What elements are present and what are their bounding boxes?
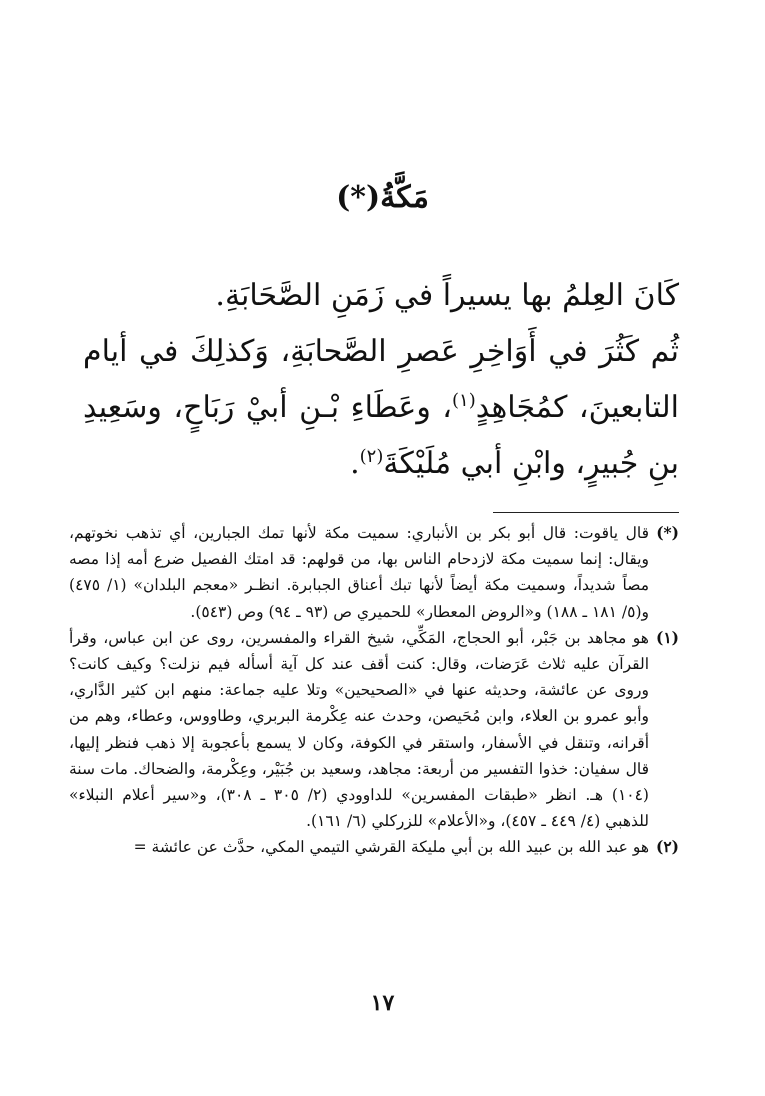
main-paragraph-2 (83, 324, 679, 492)
footnote-marker: (١) (655, 627, 679, 647)
footnote-2 (69, 834, 679, 860)
main-text (83, 268, 679, 492)
main-paragraph-2-end: . (350, 446, 360, 481)
page-title: مَكَّةُ(*) (336, 180, 429, 215)
footnote-text: هو مجاهد بن جَبْر، أبو الحجاج، المَكِّي، شيخ القراء والمفسرين، روى عن ابن عباس، وقرأ القرآن عليه ثلاث عَرَضات، وقال: كنت أقف عند كل آية أسأله فيم نزلت؟ وكيف كانت؟ وروى عن عائشة، وحديثه عنها في «الصحيحين» وتلا عليه جماعة: منهم ابن كثير الدَّاري، وأبو عمرو بن العلاء، وابن مُحَيصن، وحدث عنه عِكْرمة البربري، وطاووس، وعطاء، وهم من أقرانه، وتنقل في الأسفار، واستقر في الكوفة، وكان لا يسمع بأعجوبة إلا ذهب فنظر إليها، قال سفيان: خذوا التفسير من أربعة: مجاهد، وسعيد بن جُبَيْر، وعِكْرمة، والضحاك. مات سنة (١٠٤) هـ. انظر «طبقات المفسرين» للداوودي (٢/ ٣٠٥ ـ ٣٠٨)، و«سير أعلام النبلاء» للذهبي (٤/ ٤٤٩ ـ ٤٥٧)، و«الأعلام» للزركلي (٦/ ١٦١). (69, 628, 649, 831)
footnote-text: قال ياقوت: قال أبو بكر بن الأنباري: سميت مكة لأنها تمك الجبارين، أي تذهب نخوتهم، ويقال: إنما سميت مكة لازدحام الناس بها، من قولهم: قد امتك الفصيل ضرع أمه إذا مصه مصاً شديداً، وسميت مكة أيضاً لأنها تبك أعناق الجبابرة. انظـر «معجم البلدان» (١/ ٤٧٥) و(٥/ ١٨١ ـ ١٨٨) و«الروض المعطار» للحميري ص (٩٣ ـ ٩٤) وص (٥٤٣). (69, 524, 650, 621)
main-paragraph-2-text-2: ، وعَطَاءِ بْـنِ أبيْ رَبَاحٍ، وسَعِيدِ بنِ جُبيرٍ، وابْنِ أبي مُلَيْكَةَ (83, 390, 679, 481)
main-paragraph-1: كَانَ العِلمُ بها يسيراً في زَمَنِ الصَّحَابَةِ. (215, 278, 679, 313)
footnotes (69, 520, 679, 861)
main-paragraph-2-text-1: ثُم كَثُرَ في أَوَاخِرِ عَصرِ الصَّحابَةِ، وَكذلِكَ في أيام التابعينَ، كمُجَاهِدٍ (83, 334, 679, 425)
footnote-1 (69, 625, 679, 835)
footnote-ref-1: (١) (452, 390, 476, 411)
footnote-ref-2: (٢) (359, 446, 384, 467)
page-number: ١٧ (370, 990, 395, 1016)
footnote-separator (493, 512, 679, 513)
footnote-marker: (*) (656, 523, 679, 542)
footnote-marker: (٢) (655, 837, 679, 857)
footnote-text: هو عبد الله بن عبيد الله بن أبي مليكة القرشي التيمي المكي، حدَّث عن عائشة = (133, 838, 649, 857)
footnote-star (69, 520, 679, 625)
